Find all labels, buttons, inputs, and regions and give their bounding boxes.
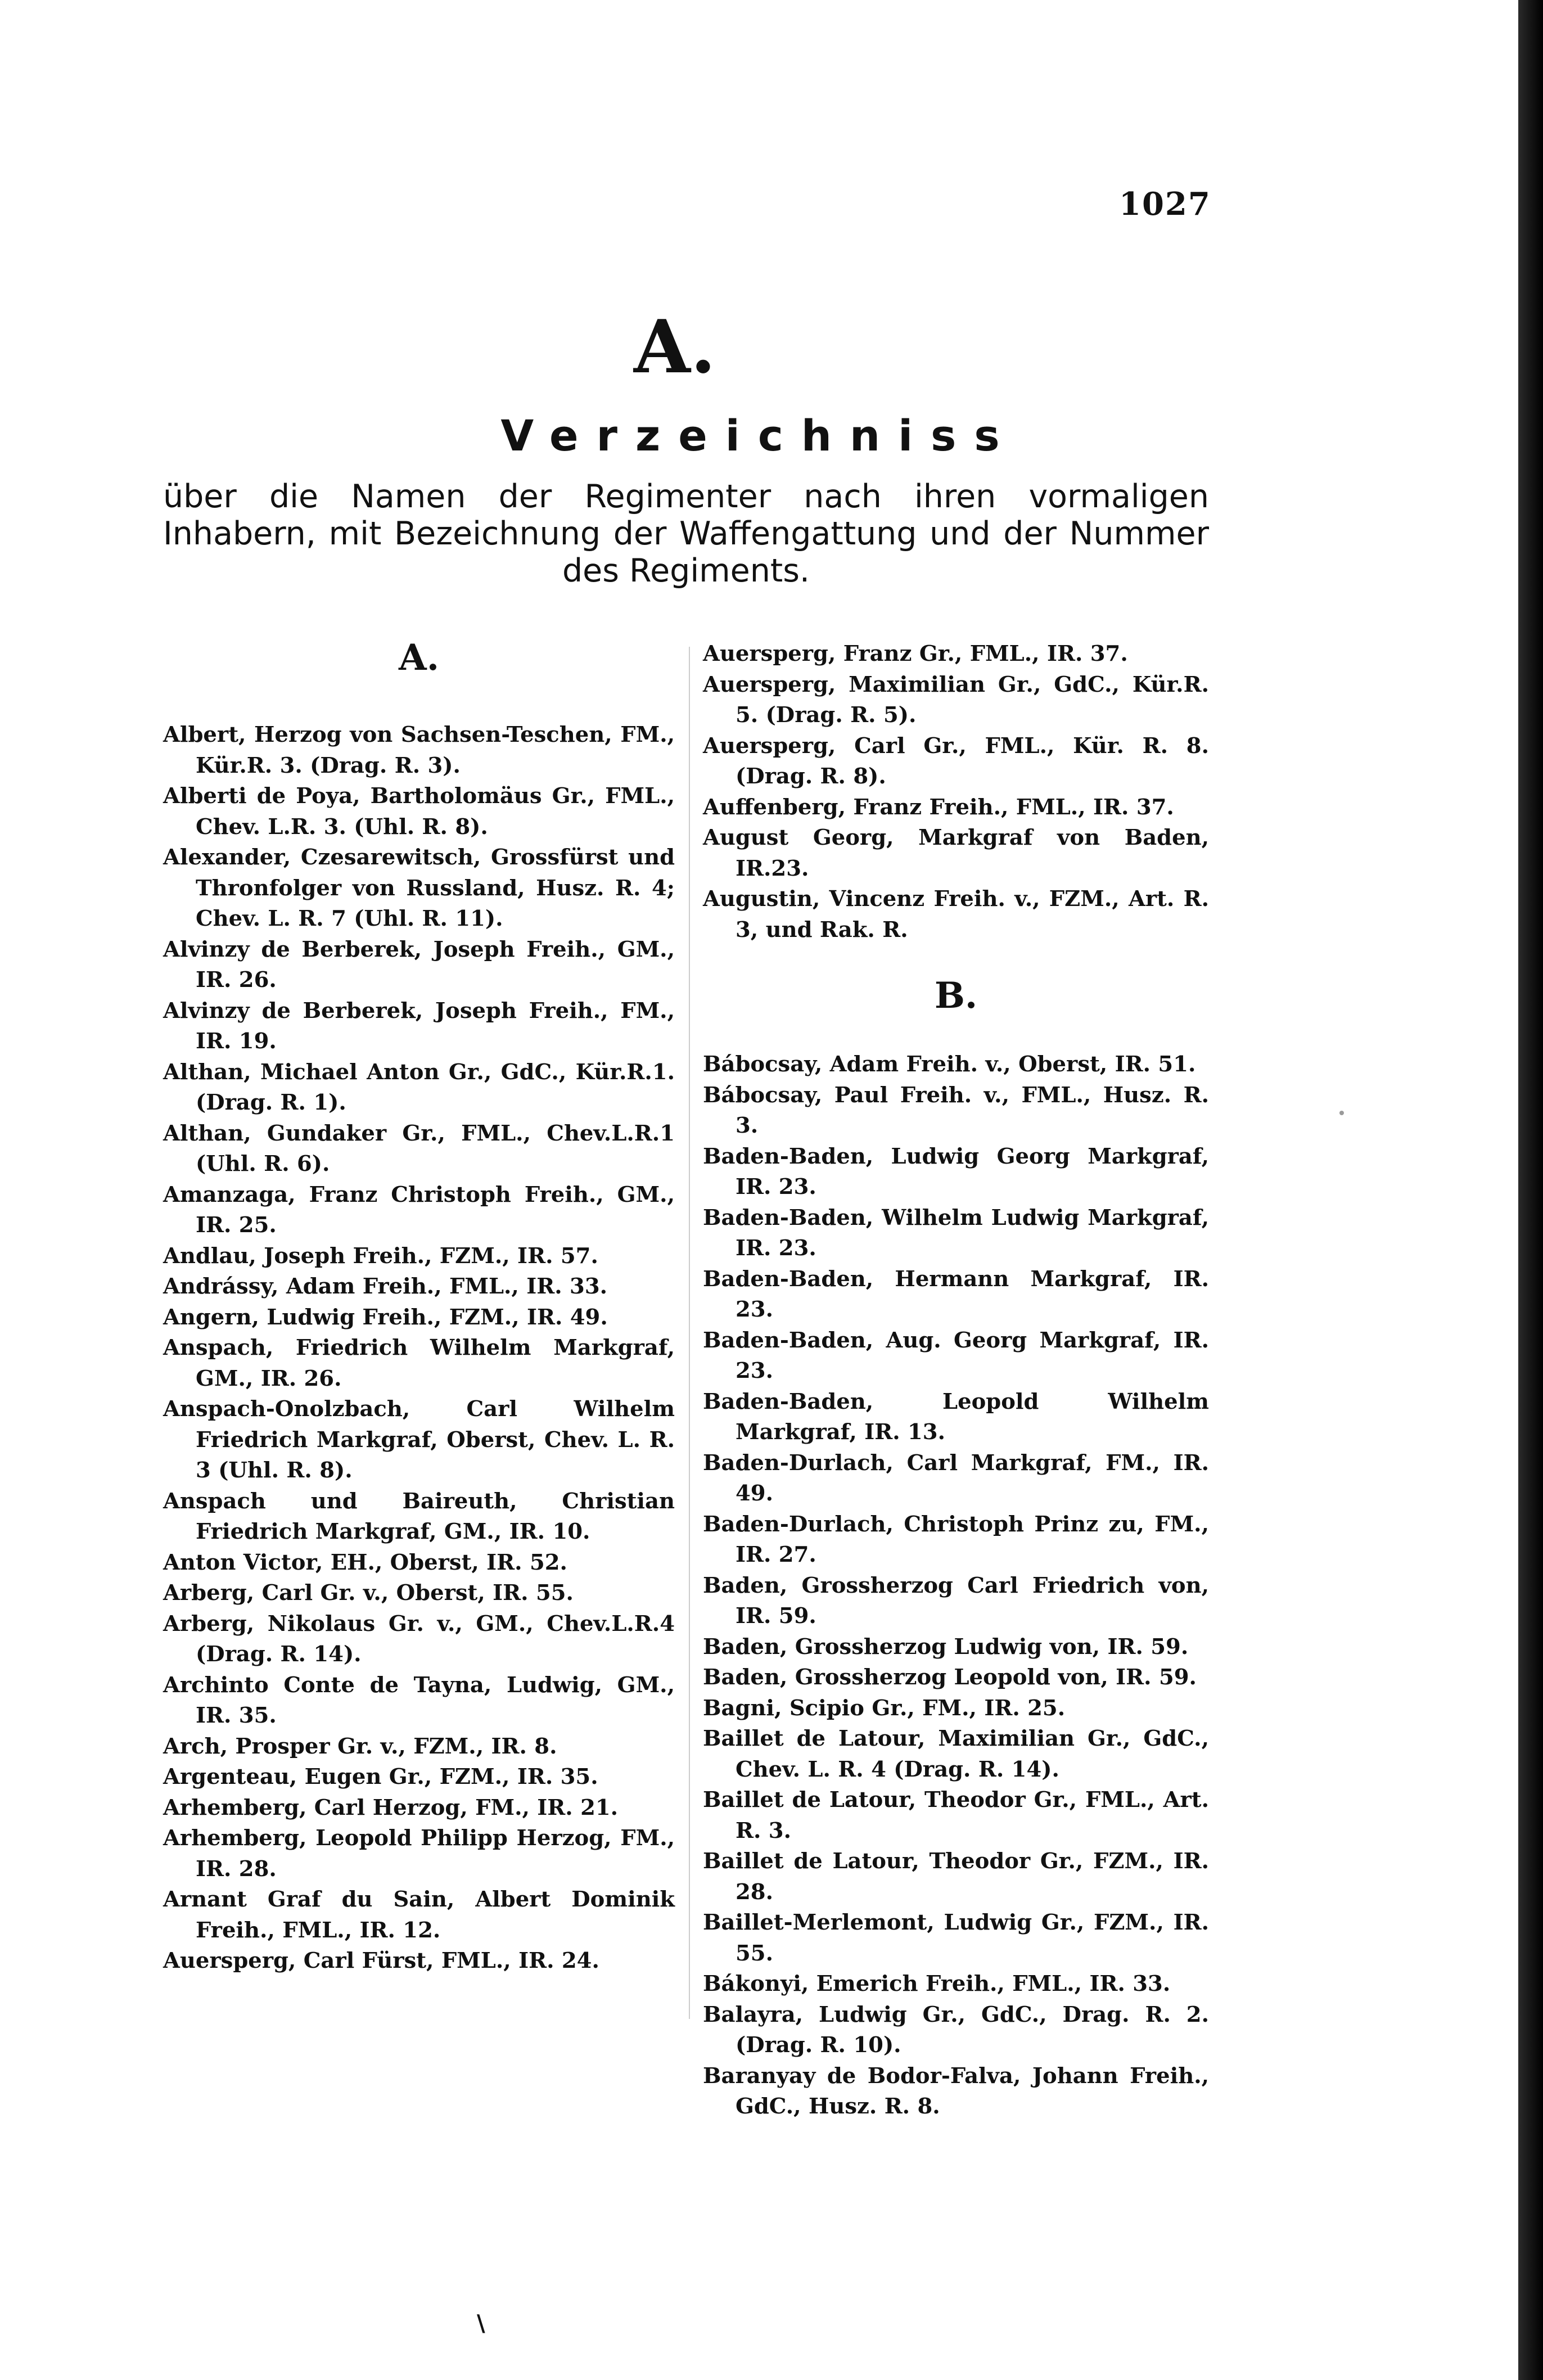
index-entry: Arberg, Carl Gr. v., Oberst, IR. 55. [163, 1580, 574, 1606]
index-entry: Baden-Baden, Aug. Georg Markgraf, IR. 23. [703, 1327, 1209, 1383]
index-entry: Baden-Baden, Ludwig Georg Markgraf, IR. 23. [703, 1143, 1209, 1200]
index-entry: Andrássy, Adam Freih., FML., IR. 33. [163, 1274, 608, 1299]
index-entry: Baden, Grossherzog Leopold von, IR. 59. [703, 1665, 1197, 1690]
page-title: Verzeichniss [500, 411, 1018, 461]
index-entry: Baden-Baden, Leopold Wilhelm Markgraf, IR. 13. [703, 1389, 1209, 1445]
index-entry: Baden-Baden, Wilhelm Ludwig Markgraf, IR. 23. [703, 1205, 1209, 1261]
left-column [163, 635, 675, 1977]
index-entry: Anspach-Onolzbach, Carl Wilhelm Friedrich Markgraf, Oberst, Chev. L. R. 3 (Uhl. R. 8). [163, 1396, 675, 1483]
index-entry: Baillet de Latour, Maximilian Gr., GdC., Chev. L. R. 4 (Drag. R. 14). [703, 1726, 1209, 1782]
index-entry: Auersperg, Franz Gr., FML., IR. 37. [703, 641, 1128, 666]
index-entry: Auersperg, Carl Fürst, FML., IR. 24. [163, 1948, 599, 1973]
index-entry: Anspach, Friedrich Wilhelm Markgraf, GM., IR. 26. [163, 1335, 675, 1391]
index-entry: Bagni, Scipio Gr., FM., IR. 25. [703, 1695, 1066, 1721]
section-heading-b: B. [934, 975, 978, 1017]
index-entry: Auersperg, Carl Gr., FML., Kür. R. 8. (Drag. R. 8). [703, 733, 1209, 789]
index-entry: Baillet de Latour, Theodor Gr., FZM., IR. 28. [703, 1849, 1209, 1905]
index-entry: Argenteau, Eugen Gr., FZM., IR. 35. [163, 1764, 598, 1789]
index-entry: Baillet-Merlemont, Ludwig Gr., FZM., IR. 55. [703, 1910, 1209, 1966]
index-entry: Althan, Gundaker Gr., FML., Chev.L.R.1 (Uhl. R. 6). [163, 1120, 675, 1177]
index-entry: Auffenberg, Franz Freih., FML., IR. 37. [703, 794, 1174, 820]
index-entry: Andlau, Joseph Freih., FZM., IR. 57. [163, 1243, 598, 1269]
paper-speck [1339, 1111, 1344, 1115]
index-entry: Auersperg, Maximilian Gr., GdC., Kür.R. 5. (Drag. R. 5). [703, 671, 1209, 728]
footer-mark: \ [477, 2310, 485, 2337]
index-entry: Baillet de Latour, Theodor Gr., FML., Art. R. 3. [703, 1787, 1209, 1843]
index-entry: Amanzaga, Franz Christoph Freih., GM., IR. 25. [163, 1182, 675, 1238]
index-entry: Althan, Michael Anton Gr., GdC., Kür.R.1. (Drag. R. 1). [163, 1059, 675, 1115]
index-entry: Alberti de Poya, Bartholomäus Gr., FML., Chev. L.R. 3. (Uhl. R. 8). [163, 783, 675, 840]
index-entry: Bábocsay, Adam Freih. v., Oberst, IR. 51. [703, 1052, 1196, 1077]
page-subtitle: über die Namen der Regimenter nach ihren vormaligen Inhabern, mit Bezeichnung der Waffengattung und der Nummer des Regiments. [163, 478, 1209, 589]
section-heading-a: A. [399, 637, 439, 679]
index-entry: Alvinzy de Berberek, Joseph Freih., GM., IR. 26. [163, 936, 675, 993]
index-entry: Anton Victor, EH., Oberst, IR. 52. [163, 1549, 567, 1575]
index-entry: Baden-Durlach, Christoph Prinz zu, FM., IR. 27. [703, 1511, 1209, 1567]
index-entry: Arhemberg, Leopold Philipp Herzog, FM., IR. 28. [163, 1825, 675, 1882]
index-entry: Arnant Graf du Sain, Albert Dominik Freih., FML., IR. 12. [163, 1887, 675, 1943]
scan-border [1518, 0, 1543, 2380]
index-entry: Arhemberg, Carl Herzog, FM., IR. 21. [163, 1795, 619, 1820]
index-entry: Bábocsay, Paul Freih. v., FML., Husz. R. 3. [703, 1082, 1209, 1138]
index-entry: August Georg, Markgraf von Baden, IR.23. [703, 825, 1209, 881]
index-entry: Bákonyi, Emerich Freih., FML., IR. 33. [703, 1971, 1171, 1996]
index-entry: Augustin, Vincenz Freih. v., FZM., Art. R. 3, und Rak. R. [703, 886, 1209, 943]
index-entry: Anspach und Baireuth, Christian Friedrich Markgraf, GM., IR. 10. [163, 1488, 675, 1544]
index-entry: Arch, Prosper Gr. v., FZM., IR. 8. [163, 1733, 557, 1759]
index-entry: Baden, Grossherzog Carl Friedrich von, IR. 59. [703, 1572, 1209, 1629]
index-entry: Baden, Grossherzog Ludwig von, IR. 59. [703, 1634, 1189, 1660]
index-entry: Balayra, Ludwig Gr., GdC., Drag. R. 2. (Drag. R. 10). [703, 2002, 1209, 2058]
index-entry: Alvinzy de Berberek, Joseph Freih., FM., IR. 19. [163, 998, 675, 1054]
right-column [703, 639, 1209, 2122]
index-entry: Alexander, Czesarewitsch, Grossfürst und Thronfolger von Russland, Husz. R. 4; Chev. L. R. 7 (Uhl. R. 11). [163, 845, 675, 931]
index-entry: Baden-Durlach, Carl Markgraf, FM., IR. 49. [703, 1450, 1209, 1506]
index-entry: Albert, Herzog von Sachsen-Teschen, FM., Kür.R. 3. (Drag. R. 3). [163, 722, 675, 778]
page-number: 1027 [1119, 186, 1211, 223]
index-entry: Baranyay de Bodor-Falva, Johann Freih., GdC., Husz. R. 8. [703, 2063, 1209, 2119]
column-divider [689, 647, 690, 2019]
index-entry: Archinto Conte de Tayna, Ludwig, GM., IR. 35. [163, 1672, 675, 1728]
index-entry: Baden-Baden, Hermann Markgraf, IR. 23. [703, 1266, 1209, 1322]
chapter-letter: A. [633, 304, 716, 390]
index-entry: Arberg, Nikolaus Gr. v., GM., Chev.L.R.4 (Drag. R. 14). [163, 1611, 675, 1667]
index-entry: Angern, Ludwig Freih., FZM., IR. 49. [163, 1304, 608, 1330]
